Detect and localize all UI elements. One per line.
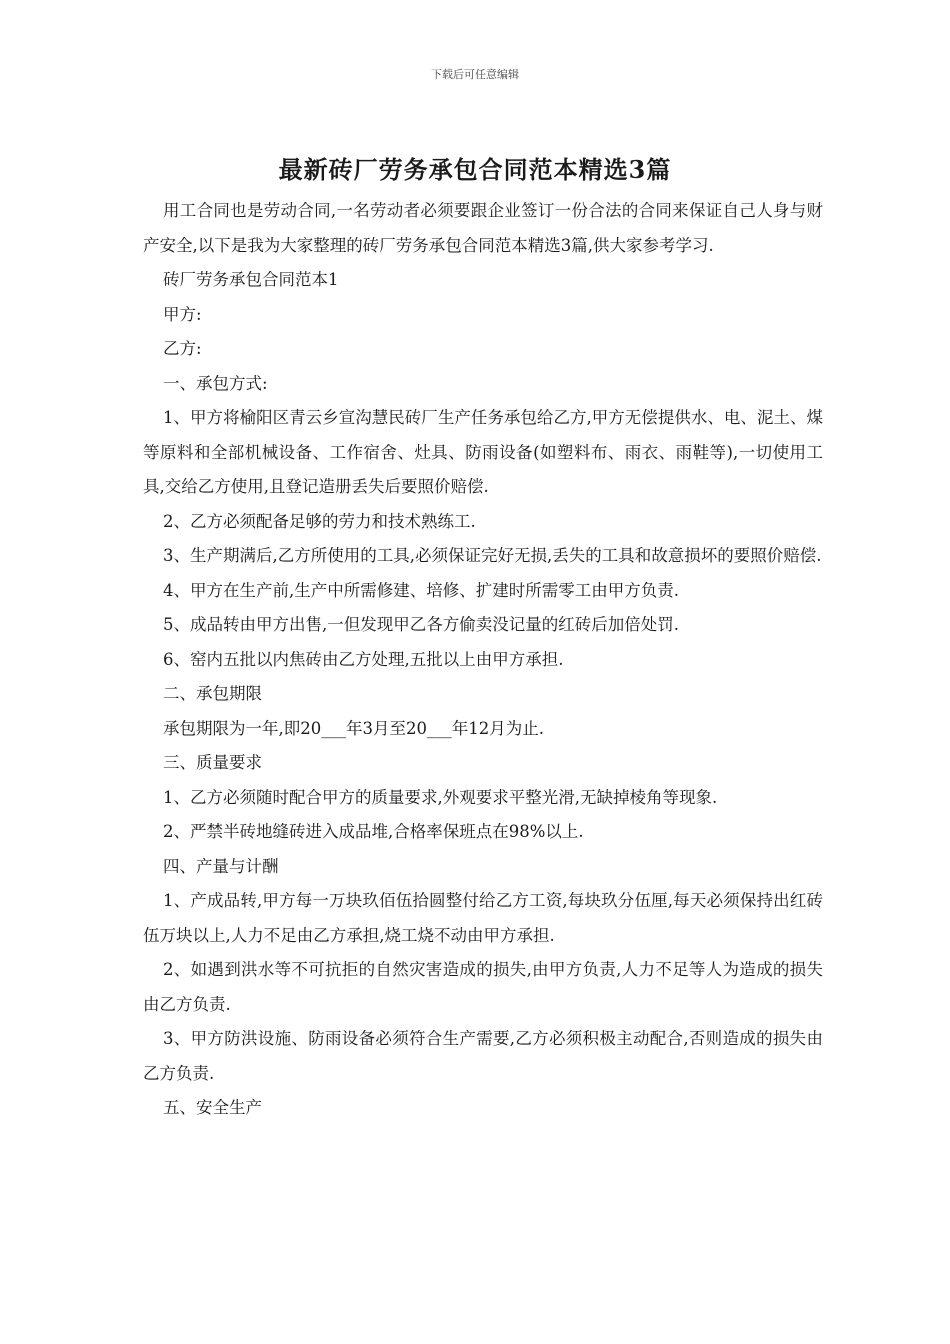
paragraph: 6、窑内五批以内焦砖由乙方处理,五批以上由甲方承担. — [163, 649, 564, 669]
paragraph: 甲方: — [163, 304, 202, 324]
paragraph: 1、产成品转,甲方每一万块玖佰伍拾圆整付给乙方工资,每块玖分伍厘,每天必须保持出红砖伍万块以上,人力不足由乙方承担,烧工烧不动由甲方承担. — [143, 891, 823, 945]
paragraph: 1、甲方将榆阳区青云乡宣沟慧民砖厂生产任务承包给乙方,甲方无偿提供水、电、泥土、煤等原料和全部机械设备、工作宿舍、灶具、防雨设备(如塑料布、雨衣、雨鞋等),一切使用工具,交给乙方使用,且登记造册丢失后要照价赔偿. — [143, 408, 823, 496]
paragraph: 2、如遇到洪水等不可抗拒的自然灾害造成的损失,由甲方负责,人力不足等人为造成的损失由乙方负责. — [143, 960, 823, 1014]
paragraph: 2、严禁半砖地缝砖进入成品堆,合格率保班点在98%以上. — [163, 822, 584, 841]
paragraph: 5、成品转由甲方出售,一但发现甲乙各方偷卖没记量的红砖后加倍处罚. — [163, 615, 679, 634]
section-heading: 五、安全生产 — [163, 1098, 262, 1117]
section-heading: 一、承包方式: — [163, 373, 268, 393]
paragraph: 2、乙方必须配备足够的劳力和技术熟练工. — [163, 511, 476, 531]
page-header: 下载后可任意编辑 — [431, 68, 519, 81]
paragraph: 4、甲方在生产前,生产中所需修建、培修、扩建时所需零工由甲方负责. — [163, 580, 679, 600]
paragraph: 1、乙方必须随时配合甲方的质量要求,外观要求平整光滑,无缺掉棱角等现象. — [163, 787, 718, 807]
paragraph: 承包期限为一年,即20___年3月至20___年12月为止. — [163, 718, 544, 738]
section-heading: 二、承包期限 — [163, 684, 262, 703]
section-heading: 四、产量与计酬 — [163, 856, 279, 876]
paragraph: 砖厂劳务承包合同范本1 — [163, 270, 339, 289]
section-heading: 三、质量要求 — [163, 753, 262, 772]
paragraph: 乙方: — [163, 339, 202, 358]
paragraph: 3、生产期满后,乙方所使用的工具,必须保证完好无损,丢失的工具和故意损坏的要照价赔偿. — [163, 546, 822, 565]
paragraph: 用工合同也是劳动合同,一名劳动者必须要跟企业签订一份合法的合同来保证自己人身与财产安全,以下是我为大家整理的砖厂劳务承包合同范本精选3篇,供大家参考学习. — [143, 201, 823, 255]
document-title: 最新砖厂劳务承包合同范本精选3篇 — [278, 155, 672, 184]
paragraph: 3、甲方防洪设施、防雨设备必须符合生产需要,乙方必须积极主动配合,否则造成的损失由乙方负责. — [143, 1029, 823, 1083]
document-body — [143, 194, 823, 1126]
